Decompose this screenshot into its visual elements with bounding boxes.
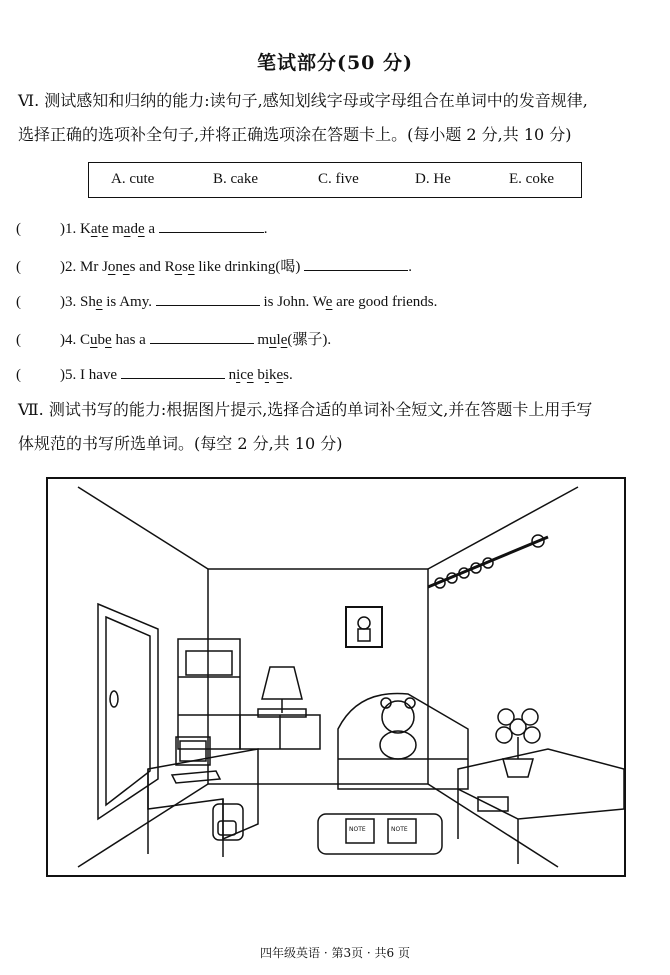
side-table bbox=[458, 749, 624, 819]
choice-a[interactable]: A. cute bbox=[111, 171, 155, 187]
choice-e[interactable]: E. coke bbox=[509, 171, 554, 187]
choice-d[interactable]: D. He bbox=[415, 171, 451, 187]
section6-instruction-line2: 选择正确的选项补全句子,并将正确选项涂在答题卡上。(每小题 2 分,共 10 分) bbox=[18, 125, 572, 144]
section7-instruction-line2: 体规范的书写所选单词。(每空 2 分,共 10 分) bbox=[18, 434, 343, 453]
answer-paren[interactable]: ( bbox=[16, 294, 21, 310]
section6-instruction-line1: Ⅵ. 测试感知和归纳的能力:读句子,感知划线字母或字母组合在单词中的发音规律, bbox=[18, 91, 588, 110]
ceiling-left-edge bbox=[78, 487, 208, 569]
page-footer: 四年级英语 · 第3页 · 共6 页 bbox=[260, 946, 410, 960]
choice-b[interactable]: B. cake bbox=[213, 171, 258, 187]
door-panel bbox=[106, 617, 150, 805]
answer-paren[interactable]: ( bbox=[16, 259, 21, 275]
notebook-2-label: NOTE bbox=[391, 826, 408, 833]
answer-blank[interactable] bbox=[159, 218, 264, 233]
shelf-cabinet bbox=[178, 639, 240, 749]
answer-paren[interactable]: ( bbox=[16, 367, 21, 383]
bed bbox=[338, 693, 468, 789]
bedroom-drawing bbox=[48, 479, 624, 875]
question-2: ( )2. Mr Jones and Rose like drinking(喝) . bbox=[16, 255, 412, 276]
choice-c[interactable]: C. five bbox=[318, 171, 359, 187]
curtain-rod bbox=[428, 537, 548, 587]
notebook-1-label: NOTE bbox=[349, 826, 366, 833]
sofa-bench bbox=[318, 814, 442, 854]
choices-box bbox=[88, 162, 582, 198]
door-knob bbox=[110, 691, 118, 707]
answer-blank[interactable] bbox=[121, 364, 225, 379]
keyboard bbox=[172, 771, 220, 783]
question-5: ( )5. I have nice bikes. bbox=[16, 364, 293, 384]
question-4: ( )4. Cube has a mule(骡子). bbox=[16, 328, 331, 349]
question-3: ( )3. She is Amy. is John. We are good friends. bbox=[16, 291, 437, 311]
table-drawer bbox=[478, 797, 508, 811]
answer-blank[interactable] bbox=[150, 329, 254, 344]
lamp-shade bbox=[262, 667, 302, 699]
bedroom-picture bbox=[46, 477, 626, 877]
answer-paren[interactable]: ( bbox=[16, 332, 21, 348]
page-title: 笔试部分(50 分) bbox=[256, 52, 414, 74]
teddy-bear-body bbox=[380, 731, 416, 759]
teddy-bear-head bbox=[382, 701, 414, 733]
answer-paren[interactable]: ( bbox=[16, 221, 21, 237]
section7-instruction-line1: Ⅶ. 测试书写的能力:根据图片提示,选择合适的单词补全短文,并在答题卡上用手写 bbox=[18, 400, 593, 419]
question-1: ( )1. Kate made a . bbox=[16, 218, 268, 238]
answer-blank[interactable] bbox=[304, 256, 408, 271]
desk bbox=[148, 749, 258, 839]
flower-pot bbox=[503, 759, 533, 777]
answer-blank[interactable] bbox=[156, 291, 260, 306]
